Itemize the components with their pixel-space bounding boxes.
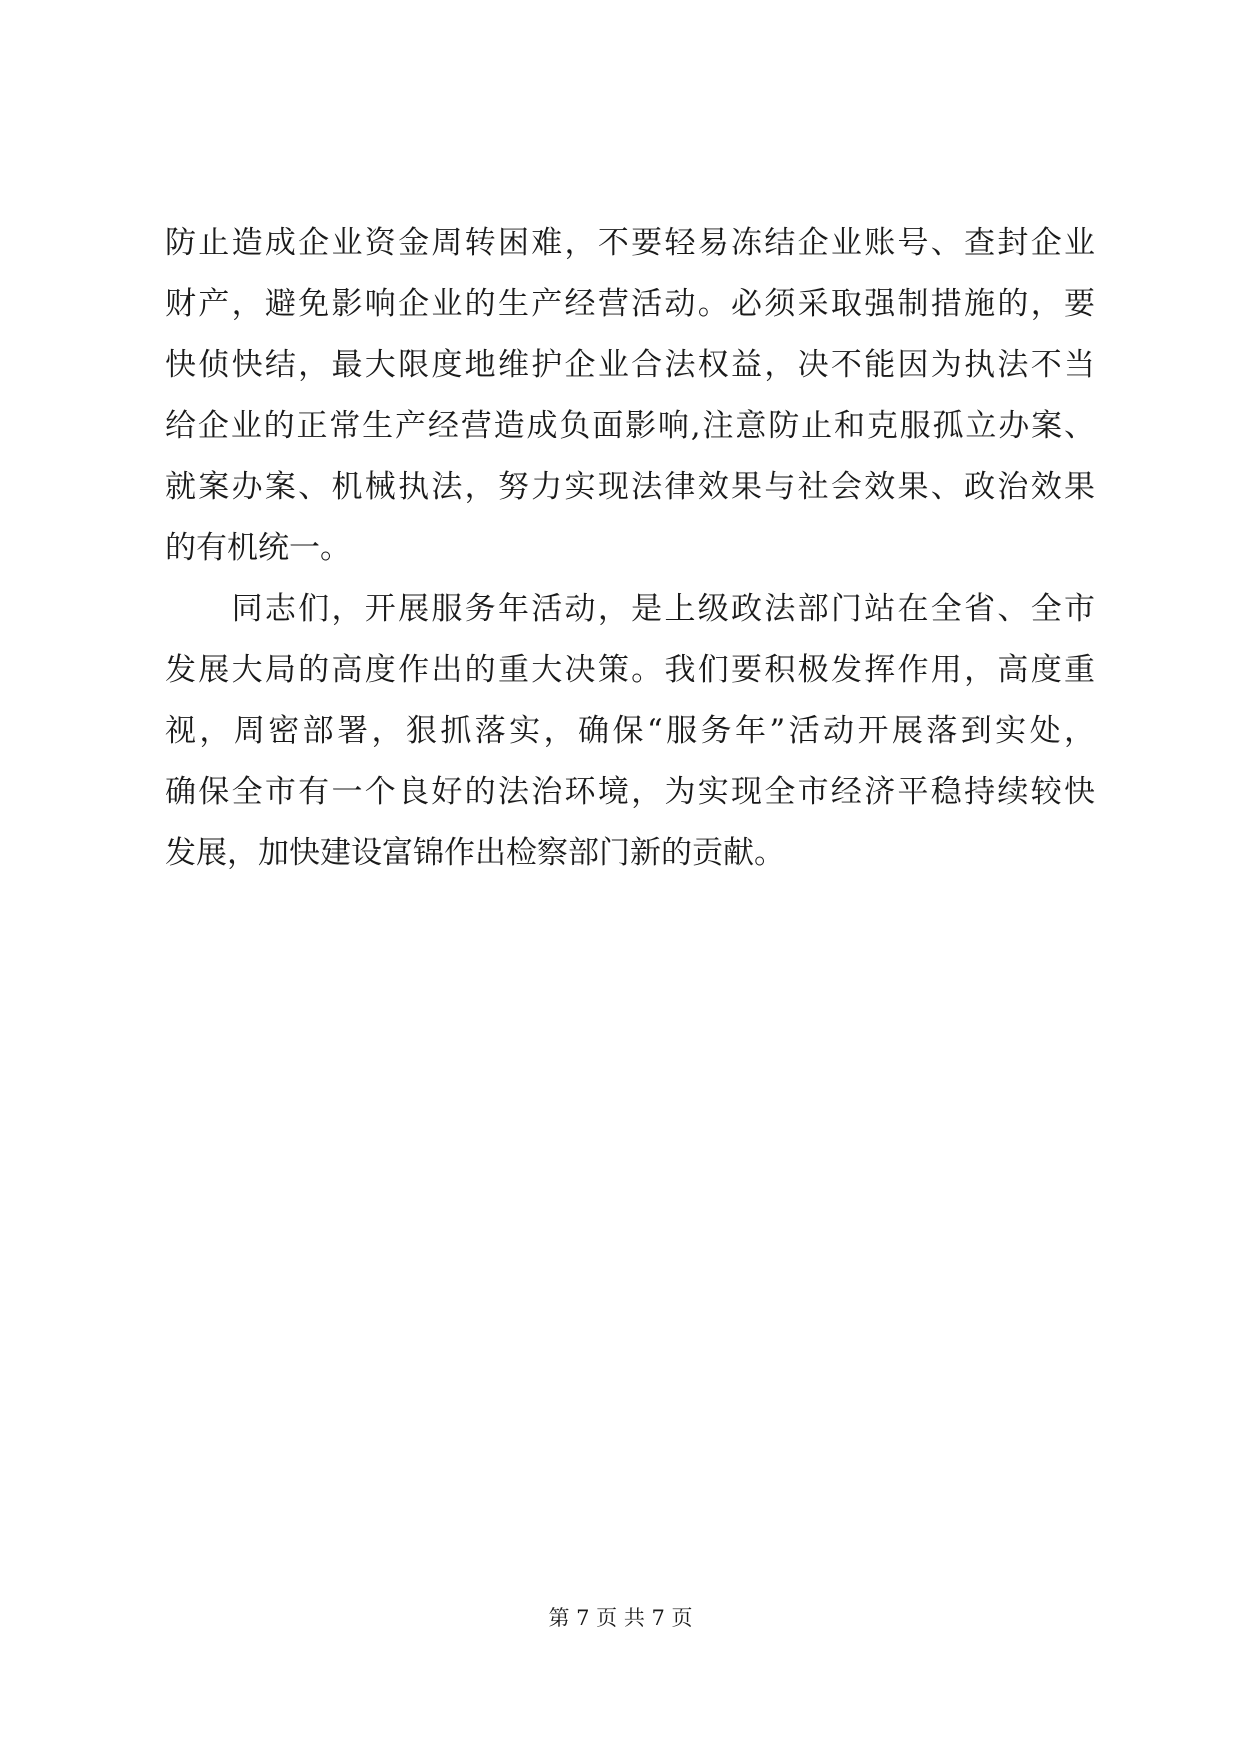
text-line: 防止造成企业资金周转困难，不要轻易冻结企业账号、查封企业 <box>165 225 1095 261</box>
paragraph-1 <box>165 213 1095 579</box>
text-line: 视，周密部署，狠抓落实，确保“服务年”活动开展落到实处， <box>165 713 1095 749</box>
text-line: 的有机统一。 <box>165 530 351 566</box>
text-line: 给企业的正常生产经营造成负面影响,注意防止和克服孤立办案、 <box>165 408 1095 444</box>
page-number-footer: 第 7 页 共 7 页 <box>548 1606 693 1630</box>
text-line: 同志们，开展服务年活动，是上级政法部门站在全省、全市 <box>165 591 1095 627</box>
text-line: 发展大局的高度作出的重大决策。我们要积极发挥作用，高度重 <box>165 652 1095 688</box>
text-line: 就案办案、机械执法，努力实现法律效果与社会效果、政治效果 <box>165 469 1095 505</box>
paragraph-2 <box>165 579 1095 884</box>
text-line: 发展，加快建设富锦作出检察部门新的贡献。 <box>165 835 785 871</box>
text-line: 快侦快结，最大限度地维护企业合法权益，决不能因为执法不当 <box>165 347 1095 383</box>
text-line: 确保全市有一个良好的法治环境，为实现全市经济平稳持续较快 <box>165 774 1095 810</box>
document-body <box>165 213 1095 884</box>
text-line: 财产，避免影响企业的生产经营活动。必须采取强制措施的，要 <box>165 286 1095 322</box>
